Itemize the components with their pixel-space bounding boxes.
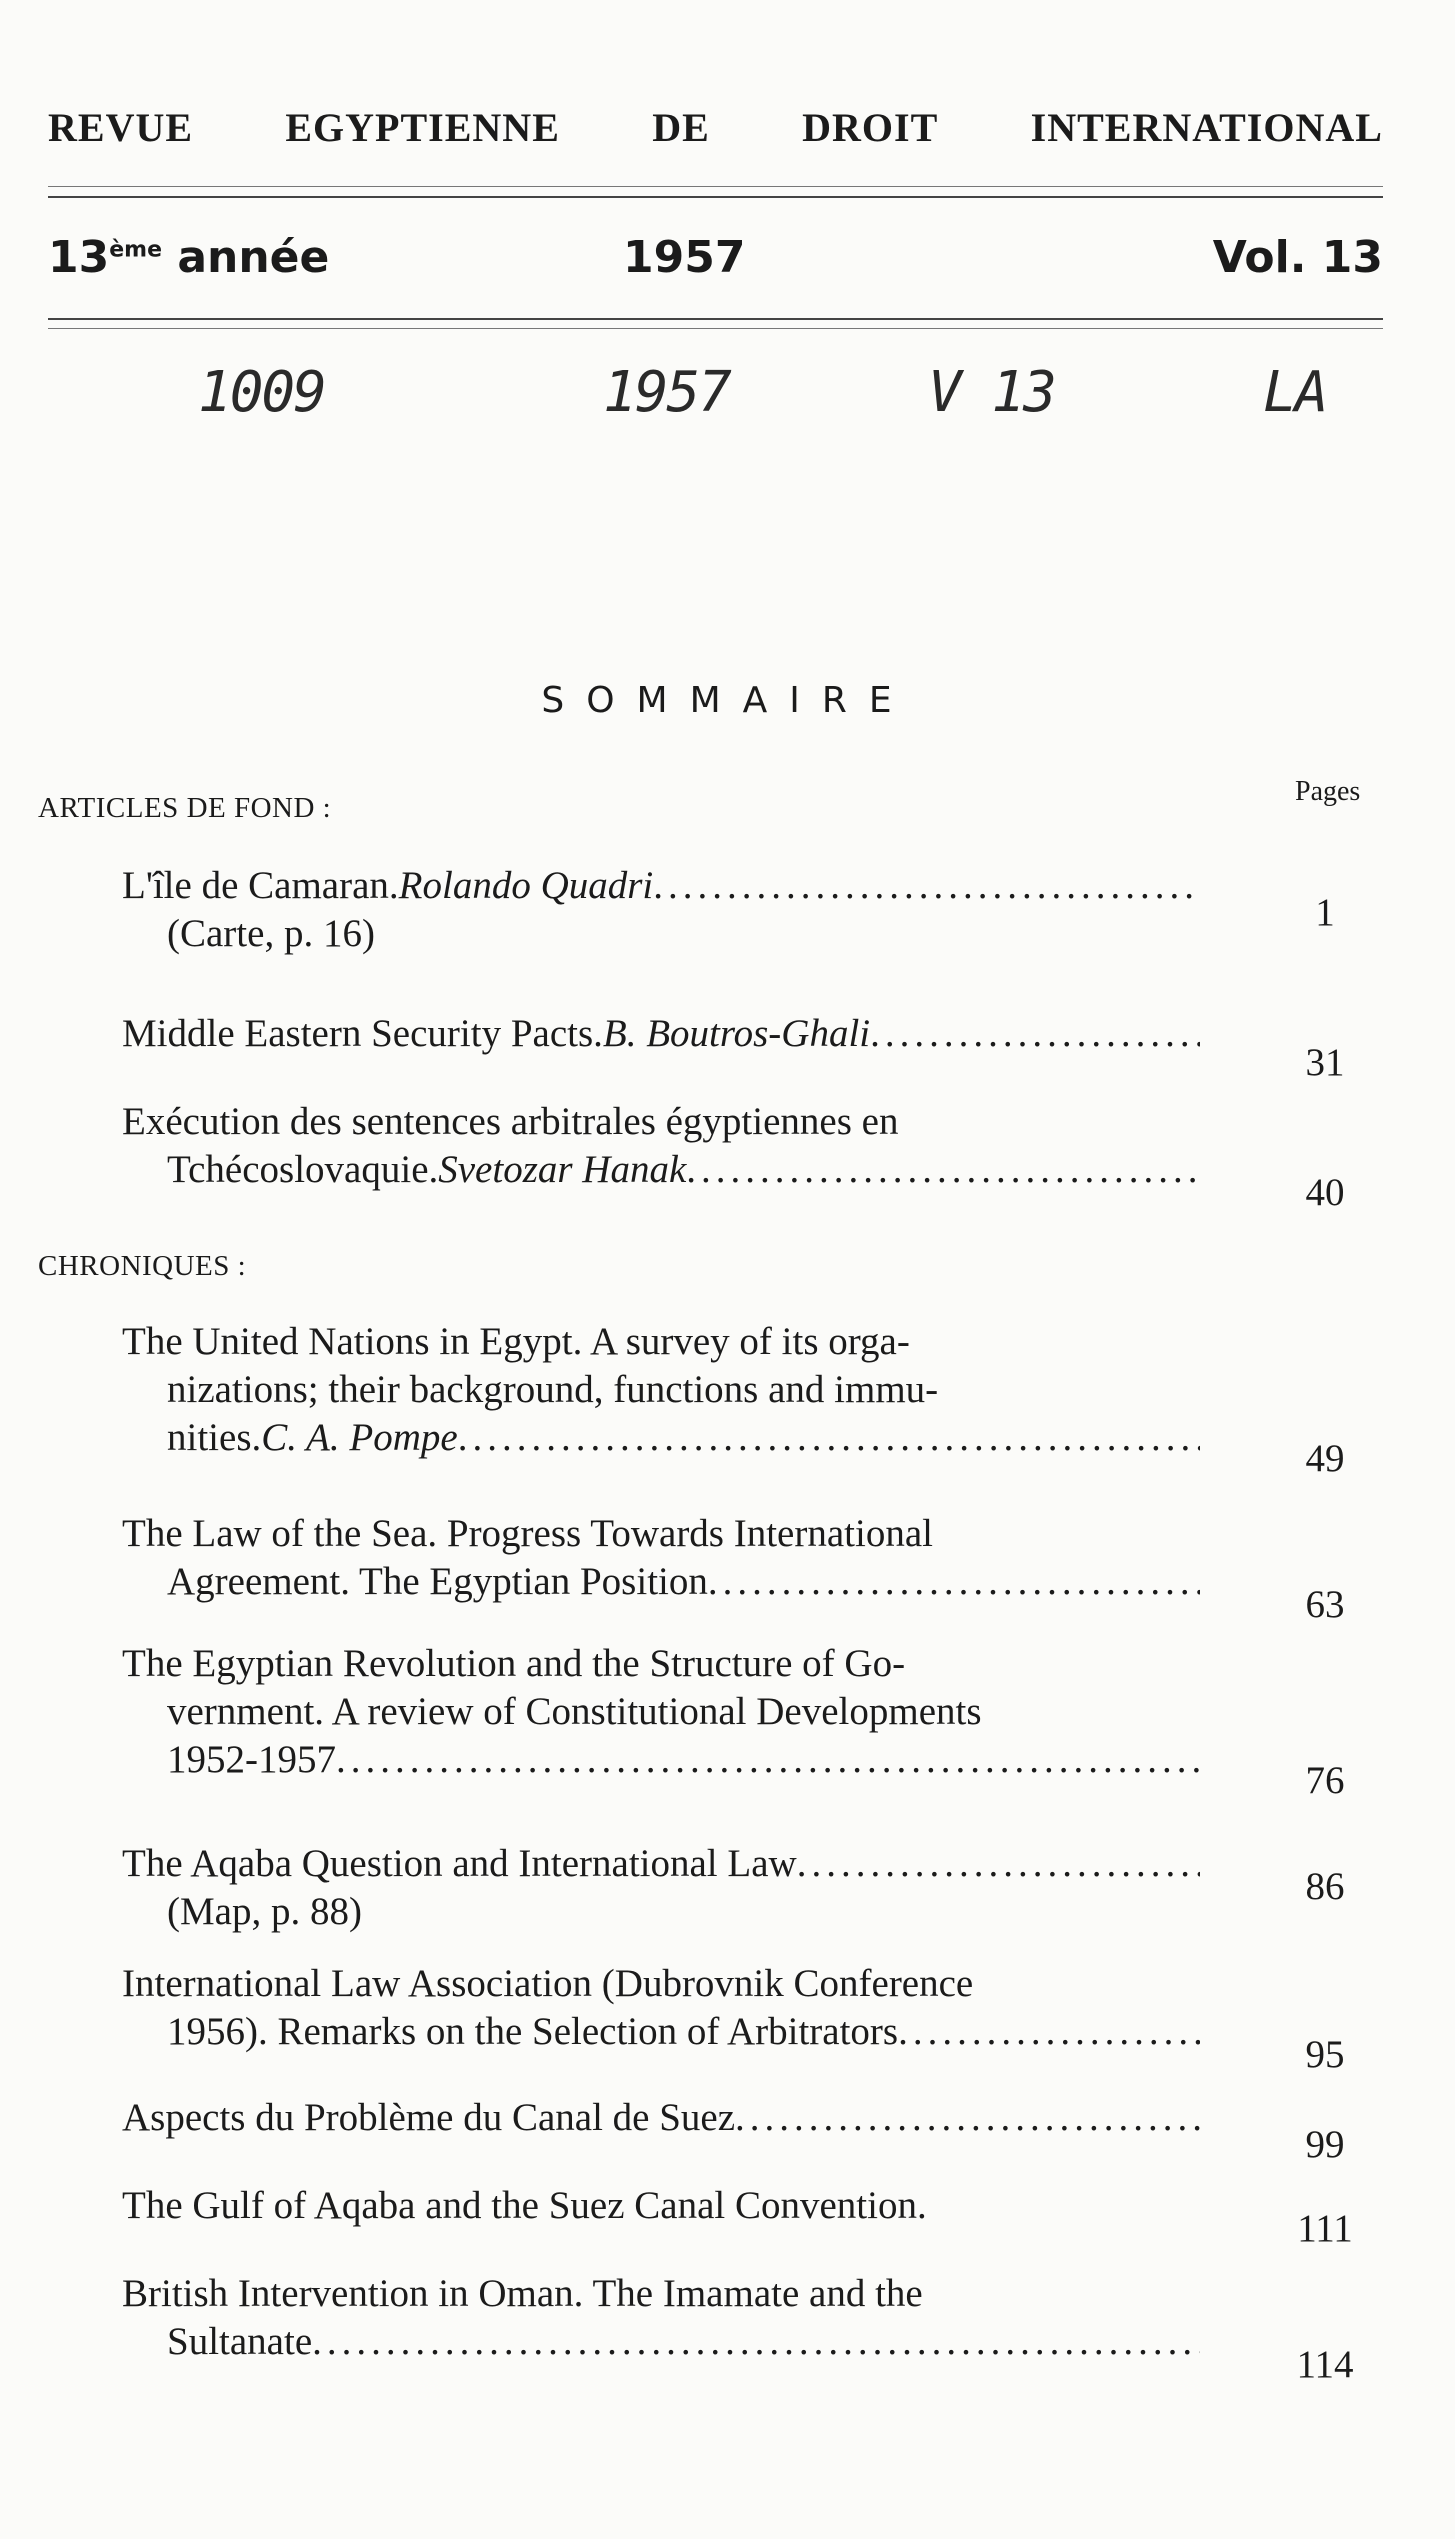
- entry-author: Svetozar Hanak: [438, 1148, 687, 1191]
- entry-title: L'île de Camaran.: [122, 864, 399, 907]
- entry-line: (Carte, p. 16): [167, 912, 375, 955]
- entry-title: Aspects du Problème du Canal de Suez: [122, 2096, 736, 2139]
- dot-leader: [735, 2094, 1200, 2142]
- page-number: 40: [1305, 1171, 1345, 1214]
- toc-entry: [122, 1010, 1200, 1058]
- dot-leader: [797, 1840, 1200, 1888]
- page-number: 99: [1305, 2123, 1345, 2166]
- entry-line: [122, 1736, 1200, 1784]
- title-word: INTERNATIONAL: [1030, 105, 1383, 150]
- entry-line: International Law Association (Dubrovnik Conference: [122, 1962, 974, 2005]
- entry-line: vernment. A review of Constitutional Developments: [167, 1690, 982, 1733]
- entry-line: British Intervention in Oman. The Imamate and the: [122, 2272, 923, 2315]
- entry-line: [122, 1558, 1200, 1606]
- entry-line: Exécution des sentences arbitrales égyptiennes en: [122, 1100, 899, 1143]
- page-number: 1: [1315, 891, 1335, 934]
- dot-leader: [870, 1010, 1200, 1058]
- toc-entry: [122, 2094, 1200, 2142]
- entry-author: B. Boutros-Ghali: [602, 1012, 871, 1055]
- entry-title: The Aqaba Question and International Law: [122, 1842, 797, 1885]
- entry-line: nizations; their background, functions and immu-: [167, 1368, 939, 1411]
- entry-title: Tchécoslovaquie.: [167, 1148, 439, 1191]
- issue-info: [48, 232, 1383, 292]
- entry-line: [122, 1010, 1200, 1058]
- entry-line: [122, 1840, 1200, 1888]
- dot-leader: [653, 862, 1200, 910]
- toc-entry: [122, 1840, 1200, 1936]
- entry-title: Middle Eastern Security Pacts.: [122, 1012, 603, 1055]
- entry-line: [122, 862, 1200, 910]
- divider: [48, 328, 1383, 329]
- page-number: 31: [1305, 1041, 1345, 1084]
- toc-entry: [122, 2182, 1200, 2230]
- entry-line: [122, 2008, 1200, 2056]
- entry-title: nities.: [167, 1416, 262, 1459]
- divider: [48, 186, 1383, 187]
- page-number: 49: [1305, 1437, 1345, 1480]
- year-of-publication: 13ème année: [48, 232, 330, 283]
- page-number: 76: [1305, 1759, 1345, 1802]
- entry-title: Agreement. The Egyptian Position: [167, 1560, 708, 1603]
- dot-leader: [458, 1414, 1200, 1462]
- toc-entry: [122, 1510, 1200, 1606]
- toc-entry: [122, 1098, 1200, 1194]
- title-word: EGYPTIENNE: [285, 105, 560, 150]
- page-number: 95: [1305, 2033, 1345, 2076]
- toc-entry: [122, 2270, 1200, 2366]
- contents-heading: SOMMAIRE: [541, 680, 914, 721]
- entry-line: The Gulf of Aqaba and the Suez Canal Convention.: [122, 2184, 927, 2227]
- page-number: 114: [1296, 2343, 1354, 2386]
- entry-title: 1952-1957: [167, 1738, 336, 1781]
- page-number: 63: [1305, 1583, 1345, 1626]
- divider: [48, 196, 1383, 198]
- entry-line: [122, 1414, 1200, 1462]
- title-word: DE: [652, 105, 710, 150]
- dot-leader: [898, 2008, 1200, 2056]
- page-number: 111: [1297, 2207, 1353, 2250]
- dot-leader: [312, 2318, 1200, 2366]
- title-word: DROIT: [802, 105, 939, 150]
- title-word: REVUE: [48, 105, 194, 150]
- toc-entry: [122, 1640, 1200, 1784]
- entry-line: (Map, p. 88): [167, 1890, 362, 1933]
- section-title: CHRONIQUES :: [38, 1250, 247, 1282]
- journal-title: [48, 104, 1383, 151]
- page-number: 86: [1305, 1865, 1345, 1908]
- toc-entry: [122, 1318, 1200, 1462]
- entry-title: Sultanate: [167, 2320, 313, 2363]
- entry-line: The Egyptian Revolution and the Structure of Go-: [122, 1642, 906, 1685]
- dot-leader: [336, 1736, 1200, 1784]
- section-title: ARTICLES DE FOND :: [38, 792, 332, 824]
- pages-column-label: Pages: [1295, 776, 1361, 807]
- toc-entry: [122, 862, 1200, 958]
- entry-line: The Law of the Sea. Progress Towards International: [122, 1512, 933, 1555]
- volume-number: Vol. 13: [1212, 232, 1383, 283]
- entry-line: [122, 2318, 1200, 2366]
- entry-author: C. A. Pompe: [261, 1416, 458, 1459]
- entry-line: [122, 1146, 1200, 1194]
- dot-leader: [686, 1146, 1200, 1194]
- handwritten-annotation: 1009 1957 V 13 LA: [198, 360, 1327, 425]
- dot-leader: [708, 1558, 1200, 1606]
- entry-line: [122, 2094, 1200, 2142]
- divider: [48, 318, 1383, 320]
- entry-line: The United Nations in Egypt. A survey of its orga-: [122, 1320, 910, 1363]
- issue-year: 1957: [623, 232, 746, 283]
- entry-author: Rolando Quadri: [398, 864, 654, 907]
- entry-title: 1956). Remarks on the Selection of Arbitrators: [167, 2010, 899, 2053]
- toc-entry: [122, 1960, 1200, 2056]
